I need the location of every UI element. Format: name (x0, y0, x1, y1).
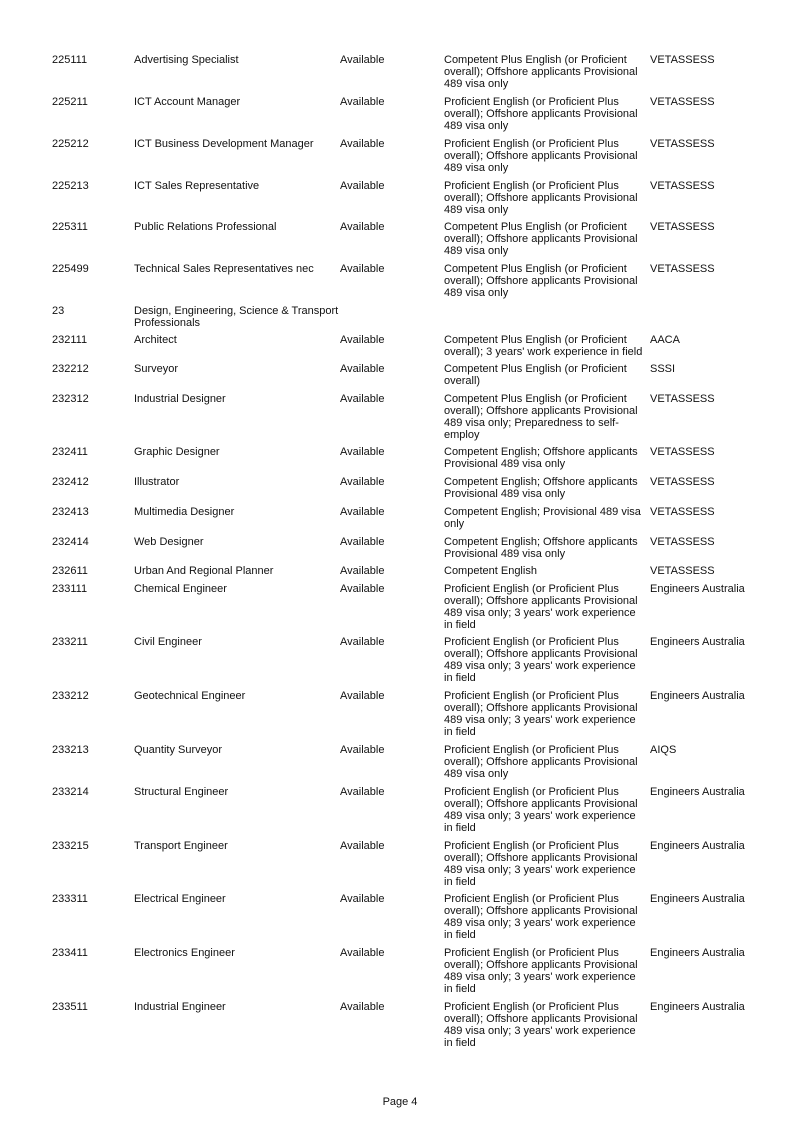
occupation-code: 232411 (52, 446, 88, 458)
assessing-authority: VETASSESS (650, 565, 715, 577)
conditions-text: Competent Plus English (or Proficient overall) (444, 363, 627, 387)
assessing-authority: Engineers Australia (650, 583, 745, 595)
assessing-authority: VETASSESS (650, 221, 715, 233)
occupation-code: 23 (52, 305, 65, 317)
conditions-text: Competent English; Offshore applicants Provisional 489 visa only (444, 446, 638, 470)
availability-status: Available (340, 476, 385, 488)
assessing-authority: Engineers Australia (650, 786, 745, 798)
occupation-title: Transport Engineer (134, 840, 228, 852)
occupation-title: Public Relations Professional (134, 221, 277, 233)
conditions-text: Competent Plus English (or Proficient overall); Offshore applicants Provisional 489 visa only (444, 54, 638, 90)
availability-status: Available (340, 840, 385, 852)
occupation-code: 233511 (52, 1001, 88, 1013)
assessing-authority: VETASSESS (650, 446, 715, 458)
conditions-text: Proficient English (or Proficient Plus overall); Offshore applicants Provisional 489 visa only; 3 years' work experience in field (444, 786, 638, 834)
occupation-code: 233214 (52, 786, 89, 798)
conditions-text: Competent Plus English (or Proficient overall); Offshore applicants Provisional 489 visa only (444, 263, 638, 299)
occupation-title: Architect (134, 334, 177, 346)
occupation-code: 225213 (52, 180, 89, 192)
conditions-text: Competent English; Offshore applicants Provisional 489 visa only (444, 476, 638, 500)
occupation-code: 233211 (52, 636, 88, 648)
conditions-text: Competent Plus English (or Proficient overall); Offshore applicants Provisional 489 visa only (444, 221, 638, 257)
occupation-title: Web Designer (134, 536, 204, 548)
occupation-title: Chemical Engineer (134, 583, 227, 595)
occupation-title: ICT Sales Representative (134, 180, 260, 192)
availability-status: Available (340, 744, 385, 756)
conditions-text: Proficient English (or Proficient Plus overall); Offshore applicants Provisional 489 visa only; 3 years' work experience in field (444, 636, 638, 684)
occupation-title: Geotechnical Engineer (134, 690, 246, 702)
occupation-title: Quantity Surveyor (134, 744, 223, 756)
occupation-code: 233411 (52, 947, 88, 959)
assessing-authority: VETASSESS (650, 138, 715, 150)
availability-status: Available (340, 334, 385, 346)
assessing-authority: VETASSESS (650, 263, 715, 275)
assessing-authority: VETASSESS (650, 393, 715, 405)
occupation-code: 225211 (52, 96, 88, 108)
occupation-code: 233311 (52, 893, 88, 905)
occupation-title: Design, Engineering, Science & Transport Professionals (134, 305, 339, 329)
occupation-title: Urban And Regional Planner (134, 565, 274, 577)
occupation-code: 232414 (52, 536, 89, 548)
availability-status: Available (340, 636, 385, 648)
assessing-authority: VETASSESS (650, 506, 715, 518)
assessing-authority: Engineers Australia (650, 636, 745, 648)
occupation-code: 232412 (52, 476, 89, 488)
assessing-authority: VETASSESS (650, 180, 715, 192)
occupation-code: 232413 (52, 506, 89, 518)
availability-status: Available (340, 96, 385, 108)
conditions-text: Proficient English (or Proficient Plus overall); Offshore applicants Provisional 489 visa only (444, 180, 638, 216)
availability-status: Available (340, 446, 385, 458)
occupation-code: 232111 (52, 334, 88, 346)
conditions-text: Proficient English (or Proficient Plus overall); Offshore applicants Provisional 489 visa only (444, 744, 638, 780)
page-number: Page 4 (382, 1096, 418, 1108)
conditions-text: Proficient English (or Proficient Plus overall); Offshore applicants Provisional 489 visa only (444, 138, 638, 174)
occupation-title: Industrial Engineer (134, 1001, 226, 1013)
availability-status: Available (340, 363, 385, 375)
occupation-title: Multimedia Designer (134, 506, 235, 518)
availability-status: Available (340, 393, 385, 405)
occupation-title: ICT Account Manager (134, 96, 241, 108)
occupation-code: 233213 (52, 744, 89, 756)
availability-status: Available (340, 947, 385, 959)
conditions-text: Competent English; Offshore applicants Provisional 489 visa only (444, 536, 638, 560)
occupation-code: 233215 (52, 840, 89, 852)
occupation-title: Structural Engineer (134, 786, 229, 798)
occupation-title: ICT Business Development Manager (134, 138, 314, 150)
conditions-text: Proficient English (or Proficient Plus overall); Offshore applicants Provisional 489 visa only; 3 years' work experience in field (444, 840, 638, 888)
conditions-text: Proficient English (or Proficient Plus overall); Offshore applicants Provisional 489 visa only; 3 years' work experience in field (444, 690, 638, 738)
occupation-code: 225212 (52, 138, 89, 150)
occupation-code: 232212 (52, 363, 89, 375)
availability-status: Available (340, 583, 385, 595)
availability-status: Available (340, 536, 385, 548)
occupation-title: Civil Engineer (134, 636, 202, 648)
assessing-authority: AIQS (650, 744, 677, 756)
assessing-authority: AACA (650, 334, 680, 346)
conditions-text: Proficient English (or Proficient Plus overall); Offshore applicants Provisional 489 visa only; 3 years' work experience in field (444, 583, 638, 631)
availability-status: Available (340, 1001, 385, 1013)
availability-status: Available (340, 54, 385, 66)
assessing-authority: Engineers Australia (650, 690, 745, 702)
occupation-code: 233212 (52, 690, 89, 702)
conditions-text: Proficient English (or Proficient Plus overall); Offshore applicants Provisional 489 visa only (444, 96, 638, 132)
occupation-title: Advertising Specialist (134, 54, 239, 66)
occupation-title: Electrical Engineer (134, 893, 226, 905)
conditions-text: Proficient English (or Proficient Plus overall); Offshore applicants Provisional 489 visa only; 3 years' work experience in field (444, 893, 638, 941)
assessing-authority: SSSI (650, 363, 676, 375)
occupation-code: 225111 (52, 54, 88, 66)
occupation-code: 232611 (52, 565, 88, 577)
occupation-title: Illustrator (134, 476, 180, 488)
assessing-authority: VETASSESS (650, 96, 715, 108)
occupation-title: Surveyor (134, 363, 179, 375)
assessing-authority: Engineers Australia (650, 840, 745, 852)
availability-status: Available (340, 180, 385, 192)
assessing-authority: Engineers Australia (650, 947, 745, 959)
conditions-text: Competent Plus English (or Proficient overall); Offshore applicants Provisional 489 visa only; Preparedness to self-employ (444, 393, 638, 441)
availability-status: Available (340, 221, 385, 233)
occupation-title: Graphic Designer (134, 446, 220, 458)
assessing-authority: VETASSESS (650, 54, 715, 66)
assessing-authority: VETASSESS (650, 536, 715, 548)
occupation-code: 233111 (52, 583, 88, 595)
occupation-title: Technical Sales Representatives nec (134, 263, 314, 275)
availability-status: Available (340, 565, 385, 577)
conditions-text: Competent English (444, 565, 537, 577)
assessing-authority: VETASSESS (650, 476, 715, 488)
occupation-title: Industrial Designer (134, 393, 226, 405)
availability-status: Available (340, 690, 385, 702)
availability-status: Available (340, 263, 385, 275)
conditions-text: Competent Plus English (or Proficient overall); 3 years' work experience in field (444, 334, 643, 358)
conditions-text: Proficient English (or Proficient Plus overall); Offshore applicants Provisional 489 visa only; 3 years' work experience in field (444, 947, 638, 995)
assessing-authority: Engineers Australia (650, 893, 745, 905)
availability-status: Available (340, 138, 385, 150)
occupation-code: 225499 (52, 263, 89, 275)
assessing-authority: Engineers Australia (650, 1001, 745, 1013)
conditions-text: Proficient English (or Proficient Plus overall); Offshore applicants Provisional 489 visa only; 3 years' work experience in field (444, 1001, 638, 1049)
occupation-title: Electronics Engineer (134, 947, 235, 959)
occupation-code: 225311 (52, 221, 88, 233)
availability-status: Available (340, 506, 385, 518)
conditions-text: Competent English; Provisional 489 visa only (444, 506, 641, 530)
occupation-code: 232312 (52, 393, 89, 405)
availability-status: Available (340, 786, 385, 798)
availability-status: Available (340, 893, 385, 905)
